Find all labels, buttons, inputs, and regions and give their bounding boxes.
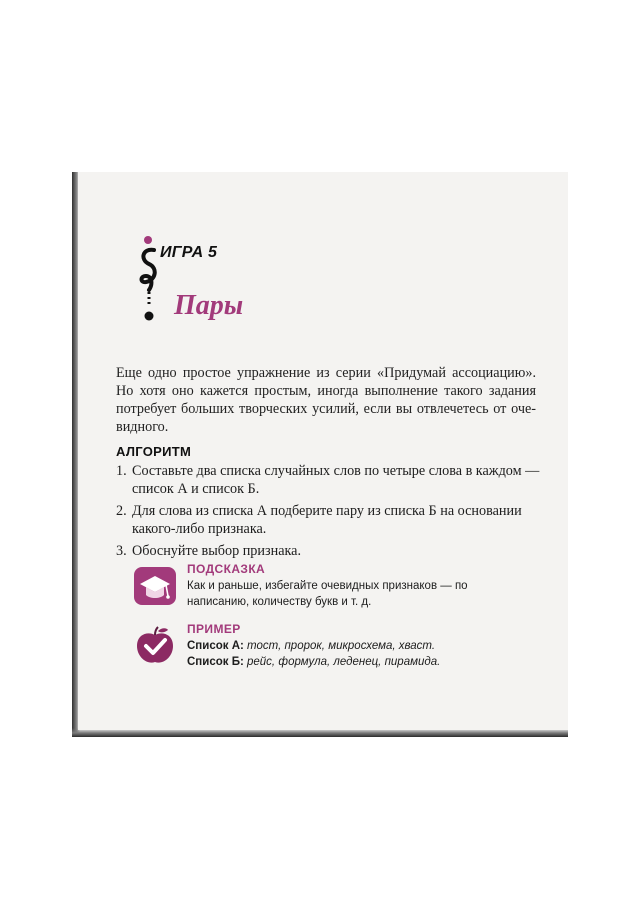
example-list-a [187, 638, 517, 654]
tip-text: Как и раньше, избегайте очевидных признаков — по написанию, количеству букв и т. д. [187, 580, 468, 608]
list-a-label: Список А: [187, 640, 244, 652]
intro-paragraph: Еще одно простое упражнение из серии «Придумай ассоциацию». Но хотя оно кажется простым, иногда выполнение такого задания потребует больших творческих усилий, если вы отвлечетесь от очевидного. [116, 365, 536, 435]
apple-check-icon [133, 626, 177, 666]
step-text: Обоснуйте выбор признака. [132, 543, 302, 559]
algorithm-step [116, 462, 541, 498]
list-b-value: рейс, формула, леденец, пирамида. [247, 656, 441, 668]
book-page [78, 172, 568, 730]
step-number: 3. [116, 543, 127, 559]
tip-heading: ПОДСКАЗКА [187, 562, 266, 576]
game-title: Пары [174, 290, 244, 321]
list-a-value: тост, пророк, микросхема, хваст. [247, 640, 436, 652]
step-text: Составьте два списка случайных слов по четыре слова в каждом — список А и список Б. [132, 463, 540, 497]
step-text: Для слова из списка А подберите пару из списка Б на основании какого-либо признака. [132, 503, 522, 537]
step-number: 1. [116, 463, 127, 479]
example-lists [187, 638, 517, 670]
algorithm-step [116, 542, 541, 560]
example-list-b [187, 654, 517, 670]
algorithm-heading: АЛГОРИТМ [116, 444, 192, 459]
example-heading: ПРИМЕР [187, 622, 241, 636]
game-number-label: ИГРА 5 [160, 244, 218, 261]
step-number: 2. [116, 503, 127, 519]
squiggle-mark-icon [136, 234, 162, 324]
list-b-label: Список Б: [187, 656, 244, 668]
algorithm-step [116, 502, 541, 538]
graduation-cap-icon [133, 566, 177, 606]
algorithm-steps [116, 462, 541, 564]
game-header [136, 234, 356, 334]
